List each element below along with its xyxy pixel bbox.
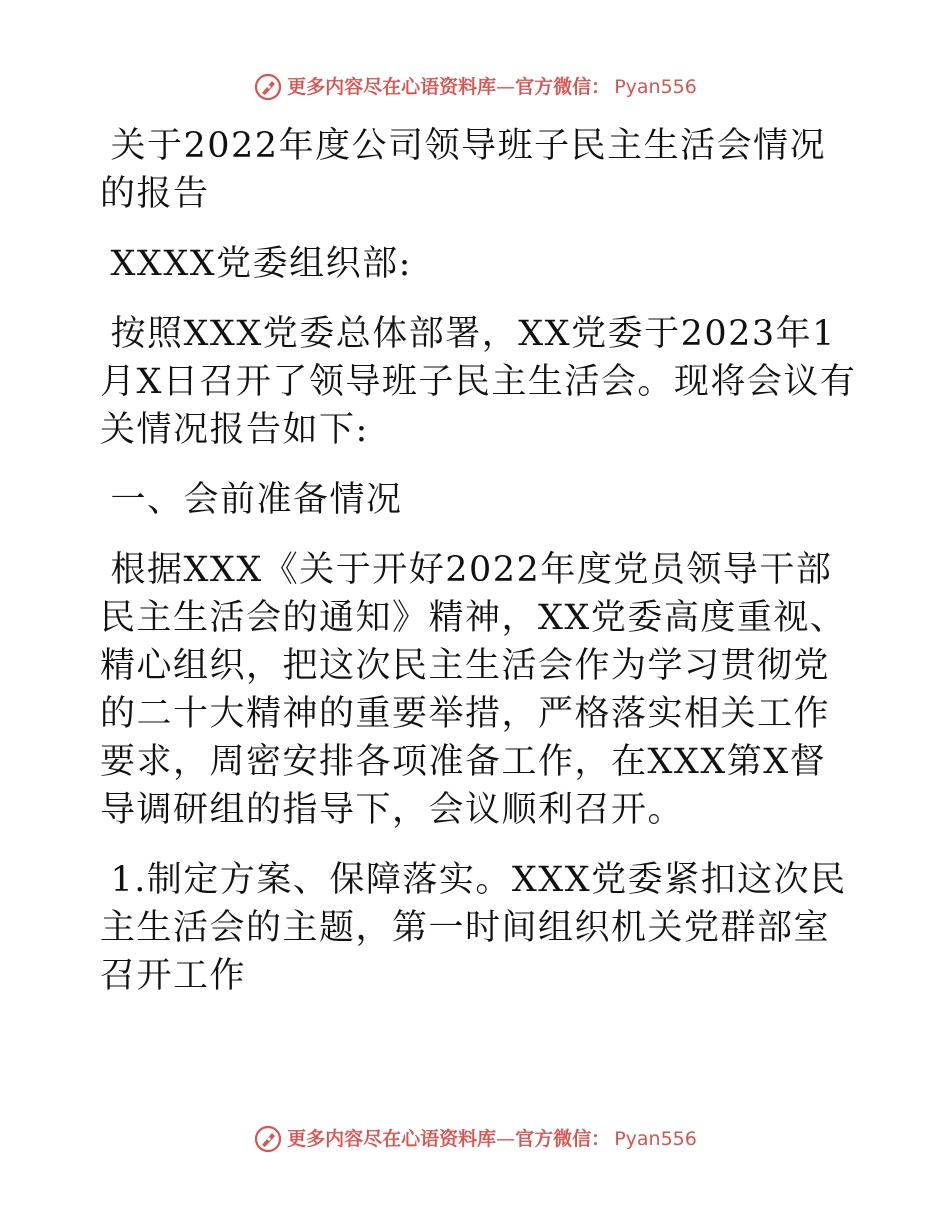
watermark-text: 更多内容尽在心语资料库 [287,1128,497,1150]
recipient-line: XXXX党委组织部: [110,244,412,284]
pen-nib-circle-icon [253,1124,283,1154]
document-body [100,122,860,1022]
section-heading: 一、会前准备情况 [110,480,403,520]
footer-watermark [0,1124,950,1154]
watermark-dash: — [496,1128,516,1150]
watermark-wechat-label: 官方微信： [515,76,611,98]
pen-nib-circle-icon [253,72,283,102]
watermark-dash: — [496,76,516,98]
watermark-wechat-id: Pyan556 [614,76,697,98]
watermark-wechat-id: Pyan556 [614,1128,697,1150]
watermark-wechat-label: 官方微信： [515,1128,611,1150]
numbered-item-paragraph: 1.制定方案、保障落实。XXX党委紧扣这次民主生活会的主题，第一时间组织机关党群部室召开工作 [100,860,847,996]
intro-paragraph: 按照XXX党委总体部署，XX党委于2023年1月X日召开了领导班子民主生活会。现将会议有关情况报告如下: [100,314,857,450]
section-body-paragraph: 根据XXX《关于开好2022年度党员领导干部民主生活会的通知》精神，XX党委高度重视、精心组织，把这次民主生活会作为学习贯彻党的二十大精神的重要举措，严格落实相关工作要求，周密安排各项准备工作，在XXX第X督导调研组的指导下，会议顺利召开。 [100,550,847,830]
header-watermark [0,72,950,102]
document-title: 关于2022年度公司领导班子民主生活会情况的报告 [100,126,827,214]
watermark-text: 更多内容尽在心语资料库 [287,76,497,98]
